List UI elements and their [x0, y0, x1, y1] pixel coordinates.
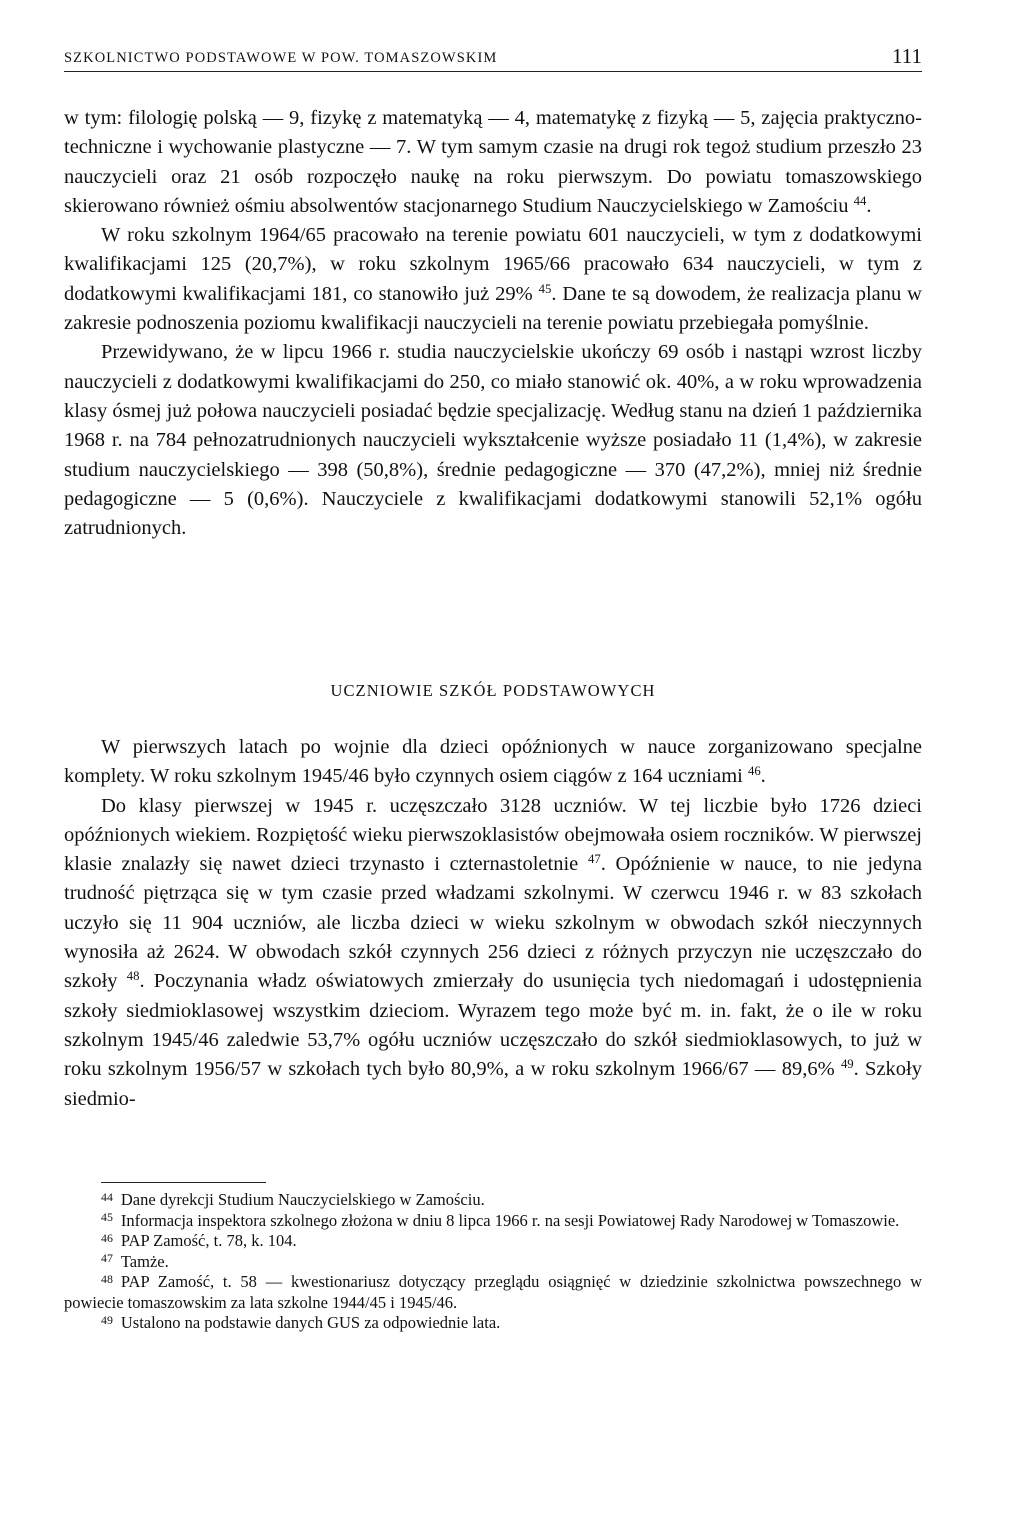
paragraph-text: . Opóźnienie w nauce, to nie jedyna trudność piętrząca się w tym czasie przed władzami szkolnymi. W czerwcu 1946 r. w 83 szkołach uczyło się 11 904 uczniów, ale liczba dzieci w wieku szkolnym w obwodach szkół nieczynnych wynosiła aż 2624. W obwodach szkół czynnych 256 dzieci z różnych przyczyn nie uczęszczało do szkoły: [64, 853, 922, 993]
footnote-number: 48: [101, 1271, 113, 1286]
footnote: [64, 1190, 922, 1211]
footnote-ref: 47: [587, 852, 601, 867]
footnote: [64, 1313, 922, 1334]
footnote-text: PAP Zamość, t. 58 — kwestionariusz dotyczący przeglądu osiągnięć w dziedzinie szkolnictwa powszechnego w powiecie tomaszowskim za lata szkolne 1944/45 i 1945/46.: [64, 1272, 922, 1312]
paragraph: [64, 104, 922, 221]
paragraph: [64, 792, 922, 1114]
footnote-text: Dane dyrekcji Studium Nauczycielskiego w Zamościu.: [120, 1190, 485, 1209]
paragraph-text: . Szkoły siedmio-: [64, 1058, 922, 1110]
section-heading: UCZNIOWIE SZKÓŁ PODSTAWOWYCH: [330, 681, 656, 700]
footnote-ref: 45: [538, 281, 552, 296]
paragraph-text: .: [760, 765, 766, 788]
footnote: [64, 1272, 922, 1313]
paragraph-text: w tym: filologię polską — 9, fizykę z matematyką — 4, matematykę z fizyką — 5, zajęcia praktyczno-techniczne i wychowanie plastyczne — 7. W tym samym czasie na drugi rok tegoż studium przeszło 23 nauczycieli oraz 21 osób rozpoczęło naukę na roku pierwszym. Do powiatu tomaszowskiego skierowano również ośmiu absolwentów stacjonarnego Studium Nauczycielskiego w Zamościu: [64, 107, 922, 217]
footnote-text: PAP Zamość, t. 78, k. 104.: [120, 1231, 297, 1250]
paragraph-text: W roku szkolnym 1964/65 pracowało na terenie powiatu 601 nauczycieli, w tym z dodatkowymi kwalifikacjami 125 (20,7%), w roku szkolnym 1965/66 pracowało 634 nauczycieli, w tym z dodatkowymi kwalifikacjami 181, co stanowiło już 29%: [64, 224, 922, 305]
paragraph-text: . Dane te są dowodem, że realizacja planu w zakresie podnoszenia poziomu kwalifikacji nauczycieli na terenie powiatu przebiegała pomyślnie.: [64, 282, 922, 335]
running-header: [64, 46, 922, 72]
page-number: 111: [892, 44, 922, 68]
paragraph-text: Przewidywano, że w lipcu 1966 r. studia nauczycielskie ukończy 69 osób i nastąpi wzrost liczby nauczycieli z dodatkowymi kwalifikacjami do 250, co miało stanowić ok. 40%, a w roku wprowadzenia klasy ósmej już połowa nauczycieli posiadać będzie specjalizację. Według stanu na dzień 1 października 1968 r. na 784 pełnozatrudnionych nauczycieli wykształcenie wyższe posiadało 11 (1,4%), w zakresie studium nauczycielskiego — 398 (50,8%), średnie pedagogiczne — 370 (47,2%), mniej niż średnie pedagogiczne — 5 (0,6%). Nauczyciele z kwalifikacjami dodatkowymi stanowili 52,1% ogółu zatrudnionych.: [64, 341, 922, 540]
paragraph: [64, 733, 922, 792]
footnote: [64, 1252, 922, 1273]
footnote-text: Informacja inspektora szkolnego złożona w dniu 8 lipca 1966 r. na sesji Powiatowej Rady Narodowej w Tomaszowie.: [120, 1210, 900, 1230]
footnote-ref: 44: [853, 193, 867, 208]
footnote-text: Tamże.: [120, 1251, 169, 1271]
footnotes: [64, 1190, 922, 1334]
paragraph-text: . Poczynania władz oświatowych zmierzały do usunięcia tych niedomagań i udostępnienia szkoły siedmioklasowej wszystkim dzieciom. Wyrazem tego może być m. in. fakt, że o ile w roku szkolnym 1945/46 zaledwie 53,7% ogółu uczniów uczęszczało do szkół siedmioklasowych, to już w roku szkolnym 1956/57 w szkołach tych było 80,9%, a w roku szkolnym 1966/67 — 89,6%: [64, 970, 922, 1081]
footnote: [64, 1211, 922, 1232]
footnote-number: 49: [101, 1312, 113, 1327]
footnote-text: Ustalono na podstawie danych GUS za odpowiednie lata.: [120, 1313, 501, 1332]
body-text-top: [64, 104, 922, 543]
running-title: SZKOLNICTWO PODSTAWOWE W POW. TOMASZOWSKIM: [64, 50, 498, 66]
footnote-number: 45: [101, 1210, 113, 1225]
paragraph-text: .: [866, 194, 872, 217]
body-text-bottom: [64, 733, 922, 1114]
paragraph-text: W pierwszych latach po wojnie dla dzieci opóźnionych w nauce zorganizowano specjalne komplety. W roku szkolnym 1945/46 było czynnych osiem ciągów z 164 uczniami: [64, 736, 922, 788]
paragraph-text: Do klasy pierwszej w 1945 r. uczęszczało 3128 uczniów. W tej liczbie było 1726 dzieci opóźnionych wiekiem. Rozpiętość wieku pierwszoklasistów obejmowała osiem roczników. W pierwszej klasie znalazły się nawet dzieci trzynasto i czternastoletnie: [64, 794, 922, 876]
footnote-number: 44: [101, 1189, 113, 1204]
footnote-ref: 46: [747, 764, 761, 779]
footnote-number: 47: [101, 1251, 113, 1266]
footnote-number: 46: [101, 1230, 113, 1245]
footnote-ref: 48: [126, 969, 140, 984]
footnote-separator: [101, 1182, 266, 1183]
footnote: [64, 1231, 922, 1252]
footnote-ref: 49: [840, 1057, 854, 1072]
paragraph: [64, 221, 922, 338]
paragraph: [64, 338, 922, 543]
